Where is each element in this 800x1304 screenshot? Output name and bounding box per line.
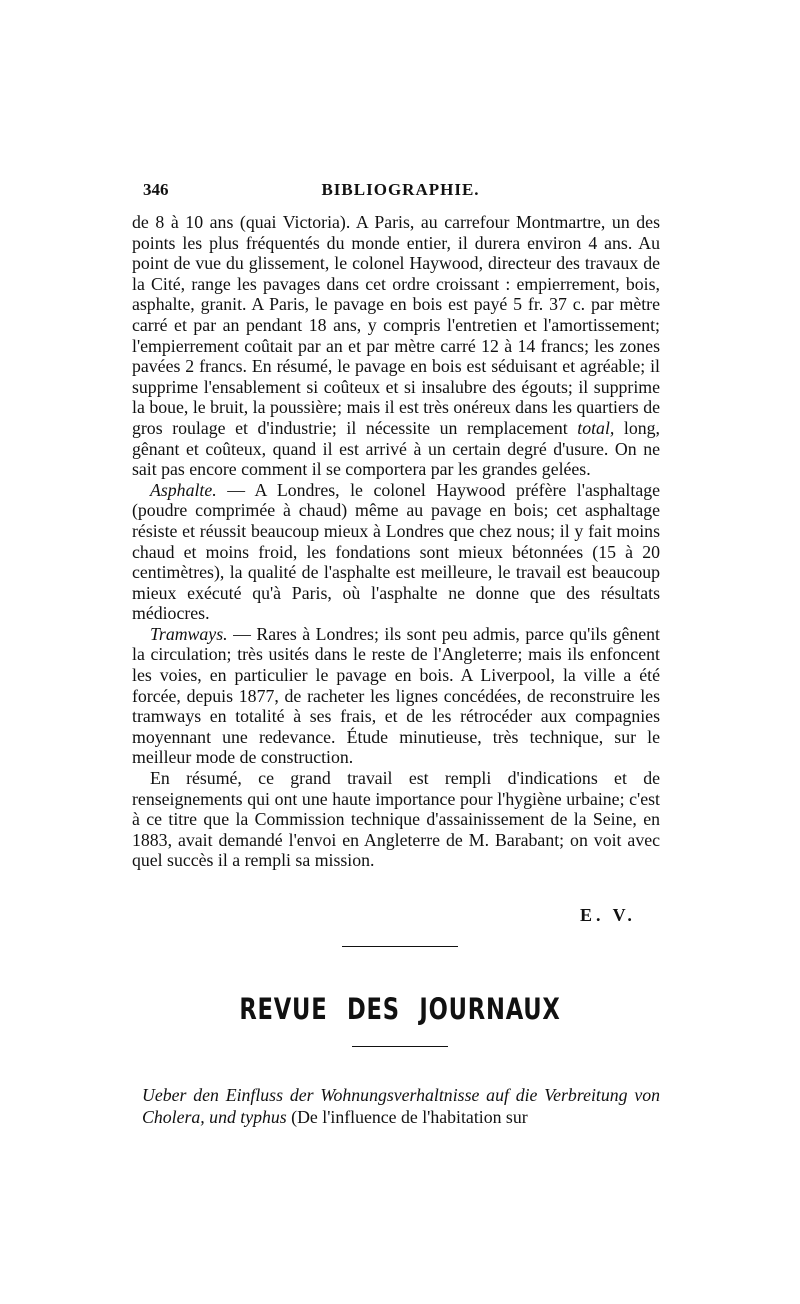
paragraph-tramways [132, 624, 660, 768]
paragraph-text: — Rares à Londres; ils sont peu admis, parce qu'ils gênent la circulation; très usités dans le reste de l'Angleterre; mais ils enfoncent les voies, en particulier le pavage en bois. A Liverpool, la ville a été forcée, depuis 1877, de racheter les lignes concédées, de reconstruire les tramways en totalité à ses frais, et de les rétrocéder aux compagnies moyennant une redevance. Étude minutieuse, très technique, sur le meilleur mode de construction. [132, 623, 660, 768]
journal-article-title: Ueber den Einfluss der Wohnungsverhaltnisse auf die Verbreitung von Cholera, und typhus [142, 1085, 660, 1127]
paragraph-asphalte [132, 480, 660, 624]
paragraph-text-end: long, gênant et coûteux, quand il est arrivé à un certain degré d'usure. On ne sait pas encore comment il se comportera par les grandes gelées. [132, 417, 660, 480]
paragraph-text: de 8 à 10 ans (quai Victoria). A Paris, au carrefour Montmartre, un des points les plus fréquentés du monde entier, il durera environ 4 ans. Au point de vue du glissement, le colonel Haywood, directeur des travaux de la Cité, range les pavages dans cet ordre croissant : empierrement, bois, asphalte, granit. A Paris, le pavage en bois est payé 5 fr. 37 c. par mètre carré et par an pendant 18 ans, y compris l'entretien et l'amortissement; l'empierrement coûtait par an et par mètre carré 12 à 14 francs; les zones pavées 2 francs. En résumé, le pavage en bois est séduisant et agréable; il supprime l'ensablement si coûteux et si insalubre des égouts; il supprime la boue, le bruit, la poussière; mais il est très onéreux dans les quartiers de gros roulage et d'industrie; il nécessite un remplacement [132, 212, 660, 438]
run-in-heading-tramways: Tramways. [150, 623, 228, 644]
journal-entry-paragraph [142, 1084, 660, 1128]
emphasis-total: total, [577, 417, 615, 438]
running-head [143, 180, 658, 202]
journal-entry [142, 1084, 660, 1128]
section-divider-bottom [352, 1046, 448, 1047]
running-head-title: BIBLIOGRAPHIE. [321, 180, 480, 199]
journal-entry-text: (De l'influence de l'habitation sur [286, 1107, 528, 1127]
run-in-heading-asphalte: Asphalte. [150, 479, 217, 500]
article-body [132, 212, 660, 871]
author-signature: E. V. [580, 905, 636, 925]
page-number: 346 [143, 180, 169, 199]
section-title: REVUE DES JOURNAUX [239, 992, 561, 1026]
paragraph-resume: En résumé, ce grand travail est rempli d'indications et de renseignements qui ont une haute importance pour l'hygiène urbaine; c'est à ce titre que la Commission technique d'assainissement de la Seine, en 1883, avait demandé l'envoi en Angleterre de M. Barabant; on voit avec quel succès il a rempli sa mission. [132, 768, 660, 871]
section-divider-top [342, 946, 458, 947]
paragraph-pavage-bois [132, 212, 660, 480]
paragraph-text: — A Londres, le colonel Haywood préfère l'asphaltage (poudre comprimée à chaud) même au pavage en bois; cet asphaltage résiste et réussit beaucoup mieux à Londres que chez nous; il y fait moins chaud et moins froid, les fondations sont mieux bétonnées (15 à 20 centimètres), la qualité de l'asphalte est meilleure, le travail est beaucoup mieux exécuté qu'à Paris, où l'asphalte ne donne que des résultats médiocres. [132, 479, 660, 624]
